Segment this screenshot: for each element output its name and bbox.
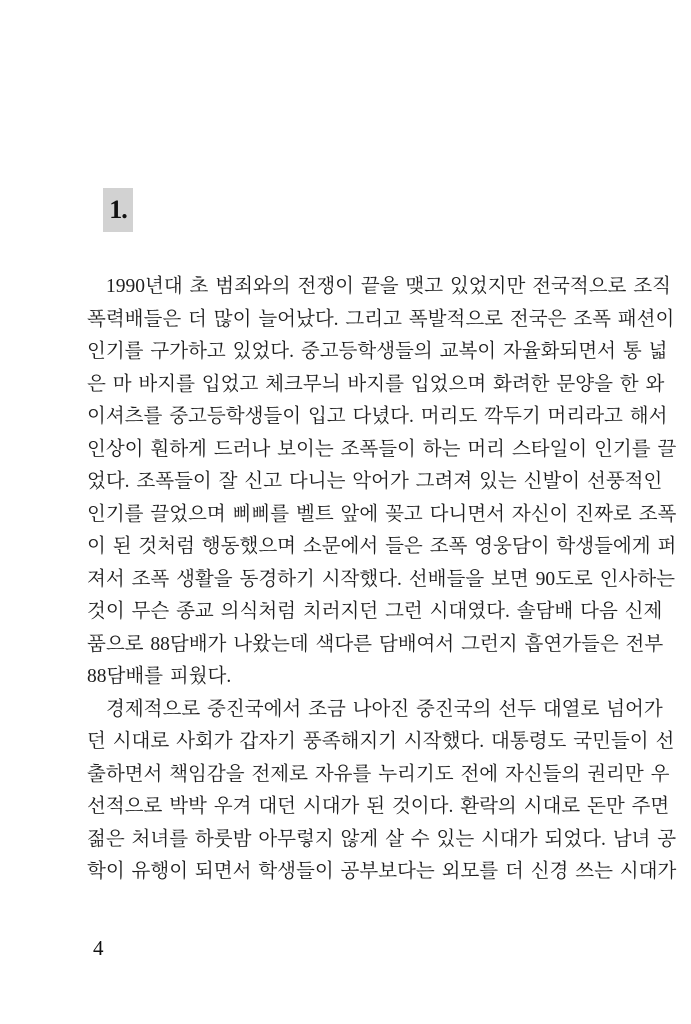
chapter-number-label: 1. — [109, 195, 127, 224]
text-line: 품으로 88담배가 나왔는데 색다른 담배여서 그런지 흡연가들은 전부 — [87, 633, 664, 655]
text-line: 던 시대로 사회가 갑자기 풍족해지기 시작했다. 대통령도 국민들이 선 — [87, 731, 675, 752]
text-line: 폭력배들은 더 많이 늘어났다. 그리고 폭발적으로 전국은 조폭 패션이 — [87, 308, 675, 330]
text-line: 인상이 훤하게 드러나 보이는 조폭들이 하는 머리 스타일이 인기를 끌 — [87, 438, 677, 460]
text-line: 것이 무슨 종교 의식처럼 치러지던 그런 시대였다. 솔담배 다음 신제 — [87, 601, 663, 622]
text-line: 학이 유행이 되면서 학생들이 공부보다는 외모를 더 신경 쓰는 시대가 — [87, 861, 677, 882]
text-line: 젊은 처녀를 하룻밤 아무렇지 않게 살 수 있는 시대가 되었다. 남녀 공 — [87, 828, 677, 850]
text-line: 88담배를 피웠다. — [87, 666, 232, 687]
text-line: 경제적으로 중진국에서 조금 나아진 중진국의 선두 대열로 넘어가 — [106, 698, 663, 720]
page-number: 4 — [93, 936, 104, 960]
text-line: 이 된 것처럼 행동했으며 소문에서 들은 조폭 영웅담이 학생들에게 퍼 — [87, 536, 677, 557]
text-line: 인기를 끌었으며 삐삐를 벨트 앞에 꽂고 다니면서 자신이 진짜로 조폭 — [87, 503, 677, 525]
text-line: 져서 조폭 생활을 동경하기 시작했다. 선배들을 보면 90도로 인사하는 — [87, 568, 675, 590]
text-line: 은 마 바지를 입었고 체크무늬 바지를 입었으며 화려한 문양을 한 와 — [87, 373, 665, 395]
chapter-number-badge — [103, 188, 133, 232]
text-line: 출하면서 책임감을 전제로 자유를 누리기도 전에 자신들의 권리만 우 — [87, 763, 670, 785]
text-line: 인기를 구가하고 있었다. 중고등학생들의 교복이 자율화되면서 통 넓 — [87, 341, 668, 362]
text-line: 선적으로 박박 우겨 대던 시대가 된 것이다. 환락의 시대로 돈만 주면 — [87, 796, 670, 817]
body-text-block — [87, 271, 677, 889]
text-line: 이셔츠를 중고등학생들이 입고 다녔다. 머리도 깍두기 머리라고 해서 — [87, 406, 668, 427]
text-line: 1990년대 초 범죄와의 전쟁이 끝을 맺고 있었지만 전국적으로 조직 — [106, 276, 671, 297]
text-line: 었다. 조폭들이 잘 신고 다니는 악어가 그려져 있는 신발이 선풍적인 — [87, 471, 663, 492]
